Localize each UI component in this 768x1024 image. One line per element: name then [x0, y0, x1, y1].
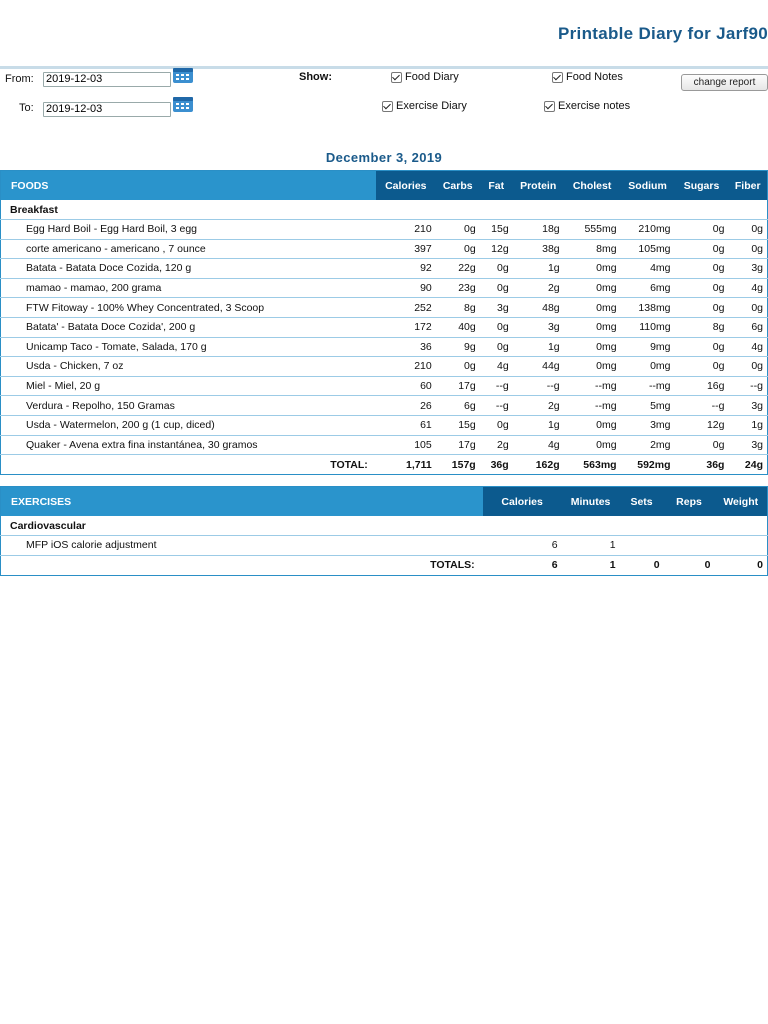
food-fiber: 1g	[728, 415, 767, 435]
food-name: corte americano - americano , 7 ounce	[1, 239, 376, 259]
exercise-reps	[664, 536, 715, 556]
food-protein: 18g	[513, 220, 564, 240]
checkbox-checked-icon[interactable]	[552, 72, 563, 83]
food-carbs: 6g	[436, 396, 480, 416]
food-fiber: 3g	[728, 435, 767, 455]
foods-header-row	[1, 171, 768, 201]
food-sugars: 16g	[675, 376, 729, 396]
food-name: Unicamp Taco - Tomate, Salada, 170 g	[1, 337, 376, 357]
food-fiber: 6g	[728, 317, 767, 337]
col-calories: Calories	[376, 171, 436, 201]
food-carbs: 8g	[436, 298, 480, 318]
exercise-minutes: 1	[562, 536, 620, 556]
food-cholest: 0mg	[564, 357, 621, 377]
food-diary-checkbox[interactable]	[391, 71, 459, 83]
exercise-notes-label: Exercise notes	[558, 100, 631, 112]
food-row	[1, 435, 768, 455]
food-protein: 44g	[513, 357, 564, 377]
col-ex-weight: Weight	[714, 487, 767, 517]
col-ex-calories: Calories	[483, 487, 562, 517]
food-cholest: --mg	[564, 396, 621, 416]
to-date-input[interactable]	[43, 102, 171, 117]
food-fat: 0g	[480, 337, 513, 357]
food-sugars: 0g	[675, 259, 729, 279]
exercise-diary-checkbox[interactable]	[382, 100, 467, 112]
food-fat: 0g	[480, 259, 513, 279]
food-fat: --g	[480, 396, 513, 416]
food-sodium: --mg	[621, 376, 675, 396]
total-protein: 162g	[513, 455, 564, 475]
food-carbs: 22g	[436, 259, 480, 279]
food-fat: 0g	[480, 278, 513, 298]
food-cholest: 8mg	[564, 239, 621, 259]
food-fat: 3g	[480, 298, 513, 318]
food-sodium: 105mg	[621, 239, 675, 259]
exercises-total-label: TOTALS:	[1, 555, 483, 575]
food-name: Batata - Batata Doce Cozida, 120 g	[1, 259, 376, 279]
food-row	[1, 376, 768, 396]
food-sodium: 0mg	[621, 357, 675, 377]
header-divider	[0, 66, 768, 69]
food-calories: 172	[376, 317, 436, 337]
total-calories: 1,711	[376, 455, 436, 475]
col-fiber: Fiber	[728, 171, 767, 201]
food-name: Quaker - Avena extra fina instantánea, 30 gramos	[1, 435, 376, 455]
food-protein: 1g	[513, 415, 564, 435]
food-row	[1, 317, 768, 337]
food-protein: 2g	[513, 396, 564, 416]
total-fat: 36g	[480, 455, 513, 475]
food-calories: 92	[376, 259, 436, 279]
food-sodium: 5mg	[621, 396, 675, 416]
exercises-header-row	[1, 487, 768, 517]
food-row	[1, 298, 768, 318]
food-diary-label: Food Diary	[405, 71, 459, 83]
food-carbs: 0g	[436, 220, 480, 240]
food-fat: 2g	[480, 435, 513, 455]
food-cholest: 0mg	[564, 415, 621, 435]
food-sodium: 4mg	[621, 259, 675, 279]
col-ex-reps: Reps	[664, 487, 715, 517]
food-protein: 1g	[513, 337, 564, 357]
food-protein: 38g	[513, 239, 564, 259]
food-carbs: 40g	[436, 317, 480, 337]
food-sugars: 0g	[675, 278, 729, 298]
food-carbs: 15g	[436, 415, 480, 435]
food-row	[1, 415, 768, 435]
food-name: Usda - Chicken, 7 oz	[1, 357, 376, 377]
col-ex-sets: Sets	[620, 487, 664, 517]
food-sodium: 138mg	[621, 298, 675, 318]
food-fiber: 0g	[728, 220, 767, 240]
ex-total-minutes: 1	[562, 555, 620, 575]
food-sodium: 210mg	[621, 220, 675, 240]
exercise-diary-label: Exercise Diary	[396, 100, 467, 112]
ex-total-weight: 0	[714, 555, 767, 575]
checkbox-checked-icon[interactable]	[382, 101, 393, 112]
col-protein: Protein	[513, 171, 564, 201]
exercise-notes-checkbox[interactable]	[544, 100, 630, 112]
food-notes-label: Food Notes	[566, 71, 623, 83]
food-fiber: 0g	[728, 239, 767, 259]
food-calories: 26	[376, 396, 436, 416]
food-sodium: 3mg	[621, 415, 675, 435]
food-row	[1, 278, 768, 298]
col-sugars: Sugars	[675, 171, 729, 201]
col-sodium: Sodium	[621, 171, 675, 201]
from-date-input[interactable]	[43, 72, 171, 87]
food-name: Usda - Watermelon, 200 g (1 cup, diced)	[1, 415, 376, 435]
food-calories: 61	[376, 415, 436, 435]
food-fat: 0g	[480, 317, 513, 337]
food-calories: 210	[376, 220, 436, 240]
food-sodium: 9mg	[621, 337, 675, 357]
food-protein: 4g	[513, 435, 564, 455]
col-ex-minutes: Minutes	[562, 487, 620, 517]
food-name: Miel - Miel, 20 g	[1, 376, 376, 396]
food-carbs: 9g	[436, 337, 480, 357]
food-cholest: --mg	[564, 376, 621, 396]
foods-total-row	[1, 455, 768, 475]
show-label: Show:	[299, 71, 332, 83]
food-fiber: 3g	[728, 259, 767, 279]
exercise-weight	[714, 536, 767, 556]
ex-total-calories: 6	[483, 555, 562, 575]
food-fiber: 3g	[728, 396, 767, 416]
food-sugars: 12g	[675, 415, 729, 435]
food-name: mamao - mamao, 200 grama	[1, 278, 376, 298]
food-cholest: 0mg	[564, 278, 621, 298]
to-label: To:	[19, 102, 34, 114]
food-row	[1, 396, 768, 416]
total-carbs: 157g	[436, 455, 480, 475]
food-protein: --g	[513, 376, 564, 396]
food-calories: 90	[376, 278, 436, 298]
food-cholest: 0mg	[564, 317, 621, 337]
foods-table	[0, 170, 768, 475]
food-fat: --g	[480, 376, 513, 396]
exercise-sets	[620, 536, 664, 556]
exercise-row	[1, 536, 768, 556]
food-carbs: 0g	[436, 357, 480, 377]
calendar-icon[interactable]	[172, 95, 194, 113]
food-sugars: 0g	[675, 298, 729, 318]
total-sugars: 36g	[675, 455, 729, 475]
food-carbs: 17g	[436, 376, 480, 396]
ex-total-reps: 0	[664, 555, 715, 575]
ex-total-sets: 0	[620, 555, 664, 575]
food-sugars: 0g	[675, 435, 729, 455]
food-protein: 48g	[513, 298, 564, 318]
food-fiber: 4g	[728, 337, 767, 357]
food-calories: 252	[376, 298, 436, 318]
food-cholest: 0mg	[564, 435, 621, 455]
total-cholest: 563mg	[564, 455, 621, 475]
food-sodium: 6mg	[621, 278, 675, 298]
total-sodium: 592mg	[621, 455, 675, 475]
food-fat: 0g	[480, 415, 513, 435]
from-label: From:	[5, 73, 34, 85]
exercises-table	[0, 486, 768, 576]
food-sugars: --g	[675, 396, 729, 416]
food-calories: 60	[376, 376, 436, 396]
food-name: Egg Hard Boil - Egg Hard Boil, 3 egg	[1, 220, 376, 240]
food-row	[1, 337, 768, 357]
food-fiber: 0g	[728, 298, 767, 318]
food-row	[1, 239, 768, 259]
food-name: Verdura - Repolho, 150 Gramas	[1, 396, 376, 416]
meal-name: Breakfast	[10, 203, 58, 216]
food-fat: 4g	[480, 357, 513, 377]
food-carbs: 0g	[436, 239, 480, 259]
food-carbs: 23g	[436, 278, 480, 298]
change-report-button[interactable]: change report	[681, 74, 768, 91]
food-fiber: 0g	[728, 357, 767, 377]
food-calories: 397	[376, 239, 436, 259]
food-row	[1, 220, 768, 240]
food-cholest: 555mg	[564, 220, 621, 240]
food-protein: 2g	[513, 278, 564, 298]
food-row	[1, 357, 768, 377]
food-sugars: 0g	[675, 337, 729, 357]
page-title: Printable Diary for Jarf90	[558, 24, 768, 43]
col-fat: Fat	[480, 171, 513, 201]
food-sodium: 2mg	[621, 435, 675, 455]
calendar-icon[interactable]	[172, 66, 194, 84]
exercises-header: EXERCISES	[1, 487, 483, 517]
food-cholest: 0mg	[564, 337, 621, 357]
food-sugars: 0g	[675, 357, 729, 377]
total-fiber: 24g	[728, 455, 767, 475]
food-fat: 12g	[480, 239, 513, 259]
exercise-category: Cardiovascular	[10, 519, 86, 532]
food-sugars: 0g	[675, 220, 729, 240]
exercise-category-row	[1, 516, 768, 536]
diary-date-heading: December 3, 2019	[325, 150, 443, 165]
food-calories: 36	[376, 337, 436, 357]
food-sugars: 8g	[675, 317, 729, 337]
food-name: Batata' - Batata Doce Cozida', 200 g	[1, 317, 376, 337]
food-fiber: 4g	[728, 278, 767, 298]
food-protein: 3g	[513, 317, 564, 337]
food-sugars: 0g	[675, 239, 729, 259]
food-cholest: 0mg	[564, 259, 621, 279]
food-carbs: 17g	[436, 435, 480, 455]
food-notes-checkbox[interactable]	[552, 71, 623, 83]
checkbox-checked-icon[interactable]	[391, 72, 402, 83]
meal-row	[1, 200, 768, 220]
exercise-name: MFP iOS calorie adjustment	[1, 536, 483, 556]
col-carbs: Carbs	[436, 171, 480, 201]
food-fiber: --g	[728, 376, 767, 396]
food-sodium: 110mg	[621, 317, 675, 337]
food-calories: 105	[376, 435, 436, 455]
food-calories: 210	[376, 357, 436, 377]
exercise-calories: 6	[483, 536, 562, 556]
food-row	[1, 259, 768, 279]
col-cholest: Cholest	[564, 171, 621, 201]
food-protein: 1g	[513, 259, 564, 279]
foods-total-label: TOTAL:	[1, 455, 376, 475]
food-name: FTW Fitoway - 100% Whey Concentrated, 3 Scoop	[1, 298, 376, 318]
exercises-total-row	[1, 555, 768, 575]
foods-header: FOODS	[1, 171, 376, 201]
food-cholest: 0mg	[564, 298, 621, 318]
checkbox-checked-icon[interactable]	[544, 101, 555, 112]
food-fat: 15g	[480, 220, 513, 240]
